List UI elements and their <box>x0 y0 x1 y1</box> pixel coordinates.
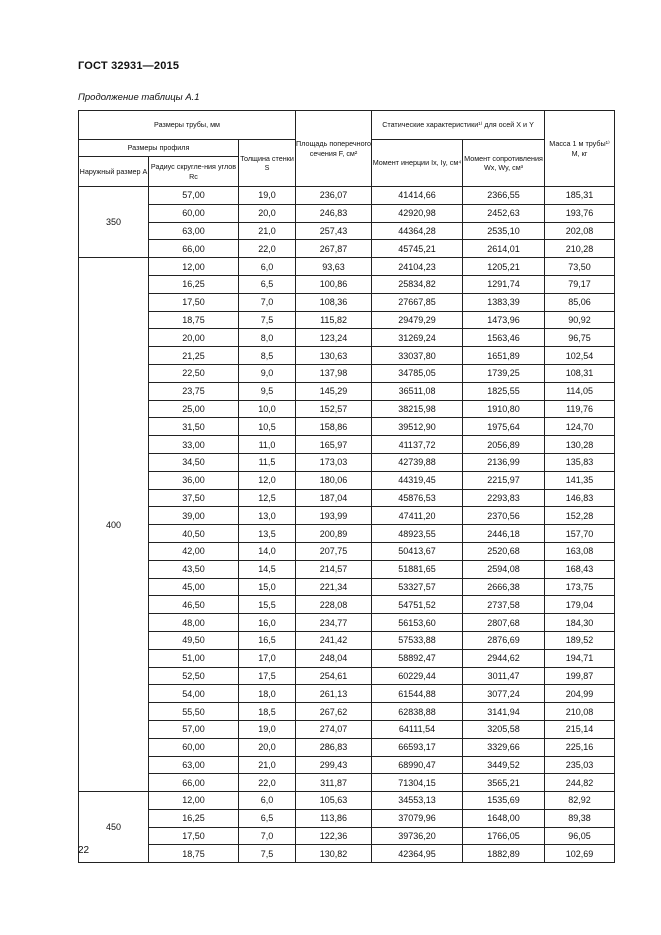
table-cell: 2666,38 <box>463 578 545 596</box>
table-cell: 135,83 <box>545 453 615 471</box>
table-cell: 66593,17 <box>372 738 463 756</box>
table-cell: 17,5 <box>239 667 296 685</box>
table-row <box>79 293 615 311</box>
table-row <box>79 275 615 293</box>
table-cell: 22,0 <box>239 240 296 258</box>
table-cell: 6,0 <box>239 792 296 810</box>
table-cell: 6,0 <box>239 258 296 276</box>
table-cell: 163,08 <box>545 542 615 560</box>
table-cell: 1882,89 <box>463 845 545 863</box>
table-cell: 3077,24 <box>463 685 545 703</box>
table-cell: 2535,10 <box>463 222 545 240</box>
corner-radius-header: Радиус скругле-ния углов Rc <box>149 157 239 187</box>
table-cell: 179,04 <box>545 596 615 614</box>
table-cell: 17,0 <box>239 649 296 667</box>
table-cell: 7,5 <box>239 845 296 863</box>
table-cell: 2737,58 <box>463 596 545 614</box>
table-cell: 46,50 <box>149 596 239 614</box>
table-cell: 23,75 <box>149 382 239 400</box>
table-cell: 12,5 <box>239 489 296 507</box>
table-cell: 20,00 <box>149 329 239 347</box>
table-cell: 16,25 <box>149 275 239 293</box>
table-row <box>79 667 615 685</box>
table-cell: 24104,23 <box>372 258 463 276</box>
table-cell: 63,00 <box>149 222 239 240</box>
table-cell: 207,75 <box>296 542 372 560</box>
table-cell: 2614,01 <box>463 240 545 258</box>
table-row <box>79 631 615 649</box>
table-cell: 14,5 <box>239 560 296 578</box>
table-cell: 31269,24 <box>372 329 463 347</box>
table-cell: 214,57 <box>296 560 372 578</box>
table-cell: 2215,97 <box>463 471 545 489</box>
table-cell: 2807,68 <box>463 614 545 632</box>
table-cell: 108,31 <box>545 364 615 382</box>
table-cell: 39,00 <box>149 507 239 525</box>
inertia-header: Момент инерции Ix, Iy, см⁴ <box>372 140 463 187</box>
table-cell: 113,86 <box>296 809 372 827</box>
table-cell: 21,25 <box>149 347 239 365</box>
static-chars-header: Статические характеристики¹⁾ для осей X и Y <box>372 111 545 140</box>
data-table <box>78 110 615 863</box>
table-cell: 193,99 <box>296 507 372 525</box>
table-cell: 234,77 <box>296 614 372 632</box>
table-cell: 37,50 <box>149 489 239 507</box>
table-row <box>79 542 615 560</box>
table-cell: 38215,98 <box>372 400 463 418</box>
table-row <box>79 471 615 489</box>
table-cell: 36,00 <box>149 471 239 489</box>
outer-size-cell: 350 <box>79 187 149 258</box>
table-cell: 6,5 <box>239 275 296 293</box>
table-row <box>79 400 615 418</box>
table-cell: 12,00 <box>149 258 239 276</box>
profile-dims-header: Размеры профиля <box>79 140 239 157</box>
table-cell: 1648,00 <box>463 809 545 827</box>
table-cell: 44319,45 <box>372 471 463 489</box>
table-cell: 180,06 <box>296 471 372 489</box>
table-row <box>79 507 615 525</box>
table-cell: 90,92 <box>545 311 615 329</box>
table-cell: 25834,82 <box>372 275 463 293</box>
table-cell: 21,0 <box>239 756 296 774</box>
cross-section-header: Площадь поперечного сечения F, см² <box>296 111 372 187</box>
table-cell: 102,54 <box>545 347 615 365</box>
table-cell: 55,50 <box>149 703 239 721</box>
table-cell: 73,50 <box>545 258 615 276</box>
table-cell: 1473,96 <box>463 311 545 329</box>
table-cell: 254,61 <box>296 667 372 685</box>
table-cell: 17,50 <box>149 827 239 845</box>
table-cell: 2446,18 <box>463 525 545 543</box>
table-cell: 185,31 <box>545 187 615 205</box>
table-cell: 71304,15 <box>372 774 463 792</box>
table-cell: 34,50 <box>149 453 239 471</box>
table-row <box>79 720 615 738</box>
table-cell: 68990,47 <box>372 756 463 774</box>
table-cell: 45876,53 <box>372 489 463 507</box>
table-row <box>79 436 615 454</box>
table-cell: 11,5 <box>239 453 296 471</box>
table-cell: 130,82 <box>296 845 372 863</box>
table-cell: 8,5 <box>239 347 296 365</box>
table-cell: 8,0 <box>239 329 296 347</box>
table-cell: 21,0 <box>239 222 296 240</box>
table-row <box>79 240 615 258</box>
table-cell: 130,28 <box>545 436 615 454</box>
table-cell: 60229,44 <box>372 667 463 685</box>
table-cell: 1910,80 <box>463 400 545 418</box>
table-cell: 1383,39 <box>463 293 545 311</box>
table-cell: 165,97 <box>296 436 372 454</box>
table-row <box>79 187 615 205</box>
table-cell: 16,5 <box>239 631 296 649</box>
table-cell: 96,75 <box>545 329 615 347</box>
table-row <box>79 489 615 507</box>
table-cell: 3141,94 <box>463 703 545 721</box>
table-cell: 33,00 <box>149 436 239 454</box>
table-cell: 41137,72 <box>372 436 463 454</box>
table-cell: 3449,52 <box>463 756 545 774</box>
table-cell: 210,08 <box>545 703 615 721</box>
table-cell: 168,43 <box>545 560 615 578</box>
table-cell: 267,87 <box>296 240 372 258</box>
table-row <box>79 364 615 382</box>
table-cell: 7,0 <box>239 293 296 311</box>
table-cell: 31,50 <box>149 418 239 436</box>
table-cell: 11,0 <box>239 436 296 454</box>
table-cell: 27667,85 <box>372 293 463 311</box>
table-cell: 42920,98 <box>372 204 463 222</box>
table-row <box>79 560 615 578</box>
table-cell: 15,5 <box>239 596 296 614</box>
table-cell: 200,89 <box>296 525 372 543</box>
table-cell: 57533,88 <box>372 631 463 649</box>
table-cell: 93,63 <box>296 258 372 276</box>
table-cell: 20,0 <box>239 738 296 756</box>
table-cell: 267,62 <box>296 703 372 721</box>
table-cell: 18,75 <box>149 311 239 329</box>
table-row <box>79 774 615 792</box>
table-cell: 108,36 <box>296 293 372 311</box>
table-cell: 157,70 <box>545 525 615 543</box>
table-cell: 10,0 <box>239 400 296 418</box>
table-cell: 58892,47 <box>372 649 463 667</box>
table-cell: 145,29 <box>296 382 372 400</box>
table-row <box>79 453 615 471</box>
table-row <box>79 809 615 827</box>
table-cell: 47411,20 <box>372 507 463 525</box>
table-cell: 10,5 <box>239 418 296 436</box>
table-cell: 6,5 <box>239 809 296 827</box>
table-cell: 299,43 <box>296 756 372 774</box>
table-cell: 2876,69 <box>463 631 545 649</box>
table-cell: 119,76 <box>545 400 615 418</box>
table-cell: 29479,29 <box>372 311 463 329</box>
table-cell: 17,50 <box>149 293 239 311</box>
table-cell: 62838,88 <box>372 703 463 721</box>
resistance-header: Момент сопротивления Wx, Wy, см³ <box>463 140 545 187</box>
outer-size-header: Наружный размер A <box>79 157 149 187</box>
table-cell: 54,00 <box>149 685 239 703</box>
table-cell: 122,36 <box>296 827 372 845</box>
table-cell: 66,00 <box>149 774 239 792</box>
table-row <box>79 827 615 845</box>
table-cell: 57,00 <box>149 720 239 738</box>
table-cell: 7,0 <box>239 827 296 845</box>
table-cell: 221,34 <box>296 578 372 596</box>
table-row <box>79 614 615 632</box>
table-body <box>79 187 615 863</box>
table-cell: 2452,63 <box>463 204 545 222</box>
table-caption: Продолжение таблицы А.1 <box>78 92 200 103</box>
table-cell: 1291,74 <box>463 275 545 293</box>
table-cell: 37079,96 <box>372 809 463 827</box>
table-cell: 236,07 <box>296 187 372 205</box>
table-cell: 137,98 <box>296 364 372 382</box>
table-cell: 2944,62 <box>463 649 545 667</box>
table-row <box>79 347 615 365</box>
table-cell: 45,00 <box>149 578 239 596</box>
table-row <box>79 649 615 667</box>
table-cell: 257,43 <box>296 222 372 240</box>
table-cell: 48,00 <box>149 614 239 632</box>
table-cell: 61544,88 <box>372 685 463 703</box>
table-row <box>79 329 615 347</box>
table-cell: 235,03 <box>545 756 615 774</box>
table-row <box>79 703 615 721</box>
table-cell: 41414,66 <box>372 187 463 205</box>
table-cell: 1205,21 <box>463 258 545 276</box>
table-cell: 199,87 <box>545 667 615 685</box>
table-cell: 12,00 <box>149 792 239 810</box>
table-cell: 53327,57 <box>372 578 463 596</box>
table-row <box>79 525 615 543</box>
table-cell: 173,75 <box>545 578 615 596</box>
table-row <box>79 382 615 400</box>
table-cell: 114,05 <box>545 382 615 400</box>
table-cell: 152,57 <box>296 400 372 418</box>
table-cell: 286,83 <box>296 738 372 756</box>
table-cell: 12,0 <box>239 471 296 489</box>
table-cell: 228,08 <box>296 596 372 614</box>
table-cell: 225,16 <box>545 738 615 756</box>
table-cell: 1825,55 <box>463 382 545 400</box>
table-cell: 52,50 <box>149 667 239 685</box>
table-cell: 189,52 <box>545 631 615 649</box>
table-cell: 3205,58 <box>463 720 545 738</box>
table-cell: 2293,83 <box>463 489 545 507</box>
table-row <box>79 756 615 774</box>
table-cell: 115,82 <box>296 311 372 329</box>
table-row <box>79 596 615 614</box>
table-cell: 1766,05 <box>463 827 545 845</box>
table-cell: 16,0 <box>239 614 296 632</box>
table-cell: 215,14 <box>545 720 615 738</box>
table-cell: 42,00 <box>149 542 239 560</box>
table-cell: 141,35 <box>545 471 615 489</box>
table-cell: 42739,88 <box>372 453 463 471</box>
table-cell: 184,30 <box>545 614 615 632</box>
table-cell: 210,28 <box>545 240 615 258</box>
table-cell: 311,87 <box>296 774 372 792</box>
table-cell: 44364,28 <box>372 222 463 240</box>
table-cell: 25,00 <box>149 400 239 418</box>
table-cell: 1651,89 <box>463 347 545 365</box>
table-cell: 146,83 <box>545 489 615 507</box>
table-cell: 19,0 <box>239 187 296 205</box>
table-cell: 158,86 <box>296 418 372 436</box>
table-cell: 204,99 <box>545 685 615 703</box>
table-cell: 3565,21 <box>463 774 545 792</box>
table-cell: 18,0 <box>239 685 296 703</box>
table-cell: 51881,65 <box>372 560 463 578</box>
outer-size-cell: 400 <box>79 258 149 792</box>
table-cell: 2594,08 <box>463 560 545 578</box>
page-number: 22 <box>78 845 90 856</box>
table-cell: 60,00 <box>149 738 239 756</box>
table-cell: 56153,60 <box>372 614 463 632</box>
table-cell: 9,5 <box>239 382 296 400</box>
doc-title: ГОСТ 32931—2015 <box>78 60 180 72</box>
wall-thickness-header: Толщина стенки S <box>239 140 296 187</box>
table-row <box>79 311 615 329</box>
table-cell: 152,28 <box>545 507 615 525</box>
table-cell: 45745,21 <box>372 240 463 258</box>
table-row <box>79 258 615 276</box>
table-cell: 7,5 <box>239 311 296 329</box>
table-cell: 1975,64 <box>463 418 545 436</box>
table-cell: 22,50 <box>149 364 239 382</box>
table-cell: 1535,69 <box>463 792 545 810</box>
mass-header: Масса 1 м трубы¹⁾ M, кг <box>545 111 615 187</box>
table-cell: 14,0 <box>239 542 296 560</box>
table-cell: 20,0 <box>239 204 296 222</box>
table-cell: 48923,55 <box>372 525 463 543</box>
table-cell: 193,76 <box>545 204 615 222</box>
table-cell: 89,38 <box>545 809 615 827</box>
table-cell: 60,00 <box>149 204 239 222</box>
table-cell: 39512,90 <box>372 418 463 436</box>
table-cell: 3329,66 <box>463 738 545 756</box>
table-cell: 100,86 <box>296 275 372 293</box>
table-cell: 39736,20 <box>372 827 463 845</box>
table-cell: 36511,08 <box>372 382 463 400</box>
table-cell: 9,0 <box>239 364 296 382</box>
table-cell: 16,25 <box>149 809 239 827</box>
table-cell: 64111,54 <box>372 720 463 738</box>
table-cell: 85,06 <box>545 293 615 311</box>
table-cell: 194,71 <box>545 649 615 667</box>
table-cell: 43,50 <box>149 560 239 578</box>
table-cell: 33037,80 <box>372 347 463 365</box>
table-cell: 13,0 <box>239 507 296 525</box>
table-cell: 261,13 <box>296 685 372 703</box>
table-row <box>79 418 615 436</box>
table-row <box>79 845 615 863</box>
table-cell: 2370,56 <box>463 507 545 525</box>
table-cell: 18,75 <box>149 845 239 863</box>
pipe-dims-header: Размеры трубы, мм <box>79 111 296 140</box>
table-cell: 241,42 <box>296 631 372 649</box>
table-row <box>79 204 615 222</box>
table-cell: 124,70 <box>545 418 615 436</box>
table-cell: 244,82 <box>545 774 615 792</box>
table-cell: 123,24 <box>296 329 372 347</box>
table-cell: 57,00 <box>149 187 239 205</box>
table-cell: 34553,13 <box>372 792 463 810</box>
table-cell: 18,5 <box>239 703 296 721</box>
table-cell: 34785,05 <box>372 364 463 382</box>
table-cell: 40,50 <box>149 525 239 543</box>
table-cell: 50413,67 <box>372 542 463 560</box>
table-cell: 202,08 <box>545 222 615 240</box>
table-cell: 1739,25 <box>463 364 545 382</box>
table-cell: 130,63 <box>296 347 372 365</box>
outer-size-cell: 450 <box>79 792 149 863</box>
table-cell: 246,83 <box>296 204 372 222</box>
table-cell: 66,00 <box>149 240 239 258</box>
table-cell: 79,17 <box>545 275 615 293</box>
table-cell: 63,00 <box>149 756 239 774</box>
table-cell: 187,04 <box>296 489 372 507</box>
table-cell: 274,07 <box>296 720 372 738</box>
table-cell: 2366,55 <box>463 187 545 205</box>
table-cell: 105,63 <box>296 792 372 810</box>
table-cell: 22,0 <box>239 774 296 792</box>
table-row <box>79 578 615 596</box>
table-cell: 42364,95 <box>372 845 463 863</box>
table-cell: 102,69 <box>545 845 615 863</box>
table-row <box>79 738 615 756</box>
table-row <box>79 685 615 703</box>
table-cell: 3011,47 <box>463 667 545 685</box>
table-cell: 13,5 <box>239 525 296 543</box>
table-cell: 248,04 <box>296 649 372 667</box>
table-cell: 82,92 <box>545 792 615 810</box>
table-cell: 51,00 <box>149 649 239 667</box>
table-cell: 2056,89 <box>463 436 545 454</box>
table-cell: 15,0 <box>239 578 296 596</box>
table-cell: 2520,68 <box>463 542 545 560</box>
table-cell: 1563,46 <box>463 329 545 347</box>
table-cell: 173,03 <box>296 453 372 471</box>
table-cell: 49,50 <box>149 631 239 649</box>
table-cell: 2136,99 <box>463 453 545 471</box>
table-cell: 54751,52 <box>372 596 463 614</box>
table-cell: 96,05 <box>545 827 615 845</box>
table-cell: 19,0 <box>239 720 296 738</box>
table-row <box>79 792 615 810</box>
table-row <box>79 222 615 240</box>
